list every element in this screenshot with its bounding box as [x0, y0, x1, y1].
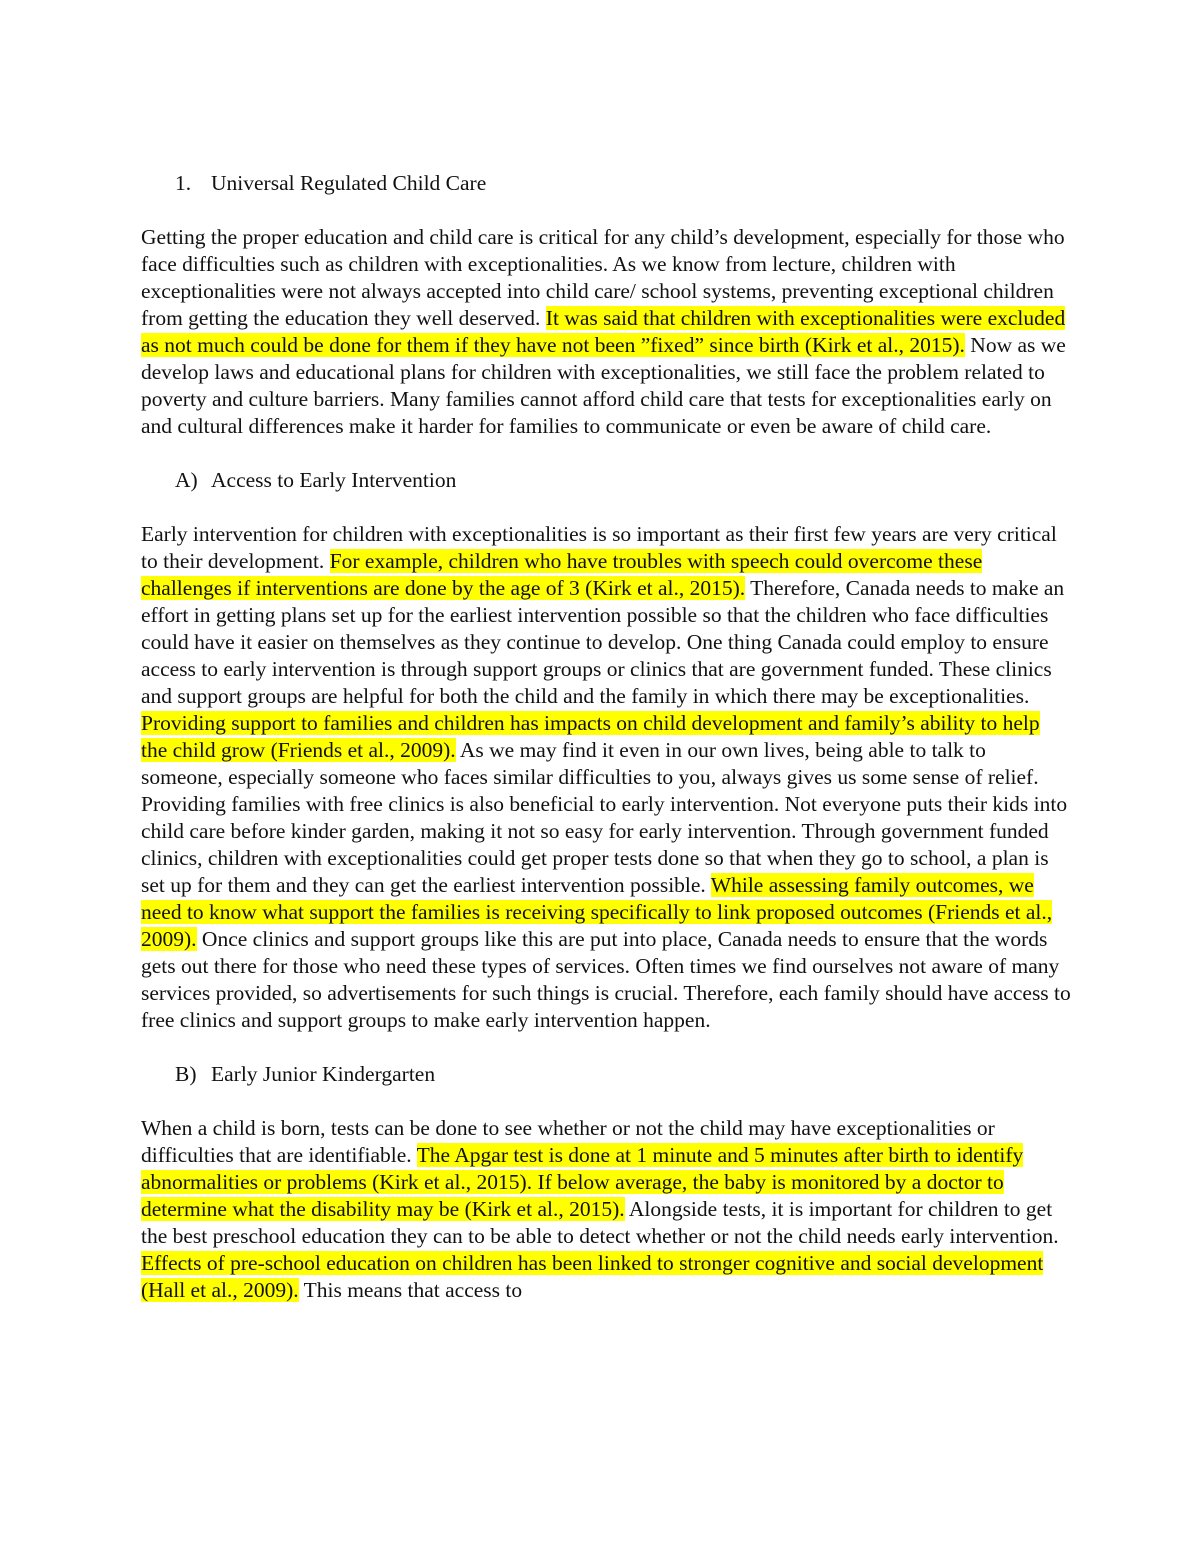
highlighted-text-run: Providing support to families and children has impacts on child development and family’s ability to help the child grow (Friends et al., 2009).	[141, 711, 1040, 762]
section-number: B)	[175, 1062, 197, 1086]
section-number: 1.	[175, 171, 192, 195]
text-run: Therefore, Canada needs to make an effort in getting plans set up for the earliest intervention possible so that the children who face difficulties could have it easier on themselves as they continue to develop. One thing Canada could employ to ensure access to early intervention is through support groups or clinics that are government funded. These clinics and support groups are helpful for both the child and the family in which there may be exceptionalities.	[141, 576, 1065, 708]
text-run: Early intervention for children with exceptionalities is so important as their first few years are very critical to their development.	[141, 522, 1057, 573]
section-title: Access to Early Intervention	[211, 468, 457, 492]
text-run: Getting the proper education and child care is critical for any child’s development, especially for those who face difficulties such as children with exceptionalities. As we know from lecture, children with exceptionalities were not always accepted into child care/ school systems, preventing exceptional children from getting the education they well deserved.	[141, 225, 1065, 330]
text-run: Now as we develop laws and educational plans for children with exceptionalities, we still face the problem related to poverty and culture barriers. Many families cannot afford child care that tests for exceptionalities early on and cultural differences make it harder for families to communicate or even be aware of child care.	[141, 333, 1066, 438]
text-run: When a child is born, tests can be done to see whether or not the child may have exceptionalities or difficulties that are identifiable.	[141, 1116, 995, 1167]
section-title: Early Junior Kindergarten	[211, 1062, 436, 1086]
text-run: As we may find it even in our own lives, being able to talk to someone, especially someone who faces similar difficulties to you, always gives us some sense of relief. Providing families with free clinics is also beneficial to early intervention. Not everyone puts their kids into child care before kinder garden, making it not so easy for early intervention. Through government funded clinics, children with exceptionalities could get proper tests done so that when they go to school, a plan is set up for them and they can get the earliest intervention possible.	[141, 738, 1068, 897]
highlighted-text-run: While assessing family outcomes, we need to know what support the families is receiving specifically to link proposed outcomes (Friends et al., 2009).	[141, 873, 1053, 951]
highlighted-text-run: Effects of pre-school education on children has been linked to stronger cognitive and social development (Hall et al., 2009).	[141, 1251, 1044, 1302]
section-paragraph-a	[141, 521, 1071, 1034]
text-run: Once clinics and support groups like this are put into place, Canada needs to ensure that the words gets out there for those who need these types of services. Often times we find ourselves not aware of many services provided, so advertisements for such things is crucial. Therefore, each family should have access to free clinics and support groups to make early intervention happen.	[141, 927, 1071, 1032]
section-paragraph-b	[141, 1115, 1071, 1304]
document-body	[141, 170, 1071, 1331]
section-heading-b	[141, 1061, 1071, 1088]
highlighted-text-run: The Apgar test is done at 1 minute and 5 minutes after birth to identify abnormalities or problems (Kirk et al., 2015). If below average, the baby is monitored by a doctor to determine what the disability may be (Kirk et al., 2015).	[141, 1143, 1024, 1221]
section-number: A)	[175, 468, 198, 492]
section-paragraph-1	[141, 224, 1071, 440]
section-heading-1	[141, 170, 1071, 197]
highlighted-text-run: It was said that children with exceptionalities were excluded as not much could be done for them if they have not been ”fixed” since birth (Kirk et al., 2015).	[141, 306, 1066, 357]
text-run: Alongside tests, it is important for children to get the best preschool education they can to be able to detect whether or not the child needs early intervention.	[141, 1197, 1059, 1248]
section-heading-a	[141, 467, 1071, 494]
text-run: This means that access to	[298, 1278, 523, 1302]
section-title: Universal Regulated Child Care	[211, 171, 487, 195]
highlighted-text-run: For example, children who have troubles with speech could overcome these challenges if interventions are done by the age of 3 (Kirk et al., 2015).	[141, 549, 983, 600]
